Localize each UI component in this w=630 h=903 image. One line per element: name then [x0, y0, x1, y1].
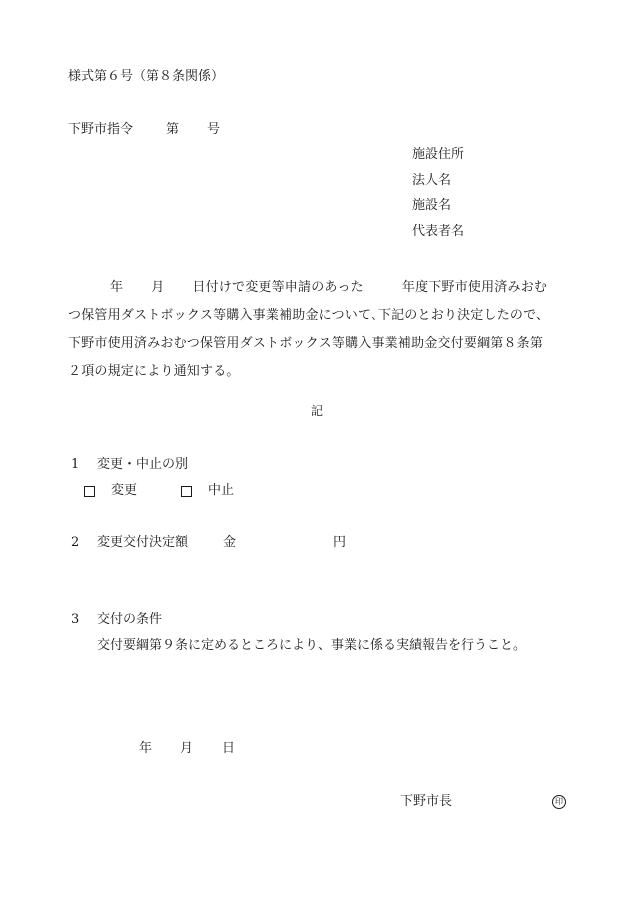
date-month: 月 [180, 741, 194, 756]
option-cancel-label: 中止 [208, 483, 235, 498]
body-line-1 [68, 276, 578, 304]
item2-number: 2 [71, 535, 80, 550]
doc-number-go: 号 [207, 122, 221, 137]
item3-title: 交付の条件 [97, 612, 163, 627]
checkbox-change[interactable] [84, 486, 95, 497]
issuer-title: 下野市長 [400, 794, 453, 809]
checkbox-cancel[interactable] [181, 486, 192, 497]
form-header: 様式第６号（第８条関係） [68, 69, 225, 84]
item1-title: 変更・中止の別 [97, 457, 189, 472]
doc-number-dai: 第 [166, 122, 180, 137]
body-line-4: ２項の規定により通知する。 [68, 364, 240, 379]
date-year: 年 [139, 741, 153, 756]
seal-mark: 印 [552, 795, 566, 809]
body-paragraph [68, 276, 578, 388]
body-month: 月 [151, 280, 165, 295]
addressee-representative: 代表者名 [412, 224, 465, 239]
option-change-label: 変更 [111, 483, 138, 498]
item1-number: 1 [71, 457, 80, 472]
item2-title: 変更交付決定額 [97, 535, 189, 550]
date-day: 日 [222, 741, 236, 756]
body-day-text: 日付けで変更等申請のあった [192, 280, 364, 295]
ki-label: 記 [311, 404, 324, 418]
item3-number: 3 [71, 612, 80, 627]
addressee-corp-name: 法人名 [412, 173, 452, 188]
body-line-2: つ保管用ダストボックス等購入事業補助金について､下記のとおり決定したので、 [68, 308, 550, 323]
item2-yen: 円 [333, 535, 347, 550]
body-line1-tail: 年度下野市使用済みおむ [401, 280, 548, 295]
addressee-facility-name: 施設名 [412, 198, 452, 213]
item3-detail: 交付要綱第９条に定めるところにより、事業に係る実績報告を行うこと。 [97, 638, 527, 653]
body-year: 年 [110, 280, 124, 295]
addressee-address: 施設住所 [412, 147, 465, 162]
doc-number-prefix: 下野市指令 [68, 122, 134, 137]
item2-kin: 金 [223, 535, 237, 550]
body-line-3: 下野市使用済みおむつ保管用ダストボックス等購入事業補助金交付要綱第８条第 [68, 336, 544, 351]
